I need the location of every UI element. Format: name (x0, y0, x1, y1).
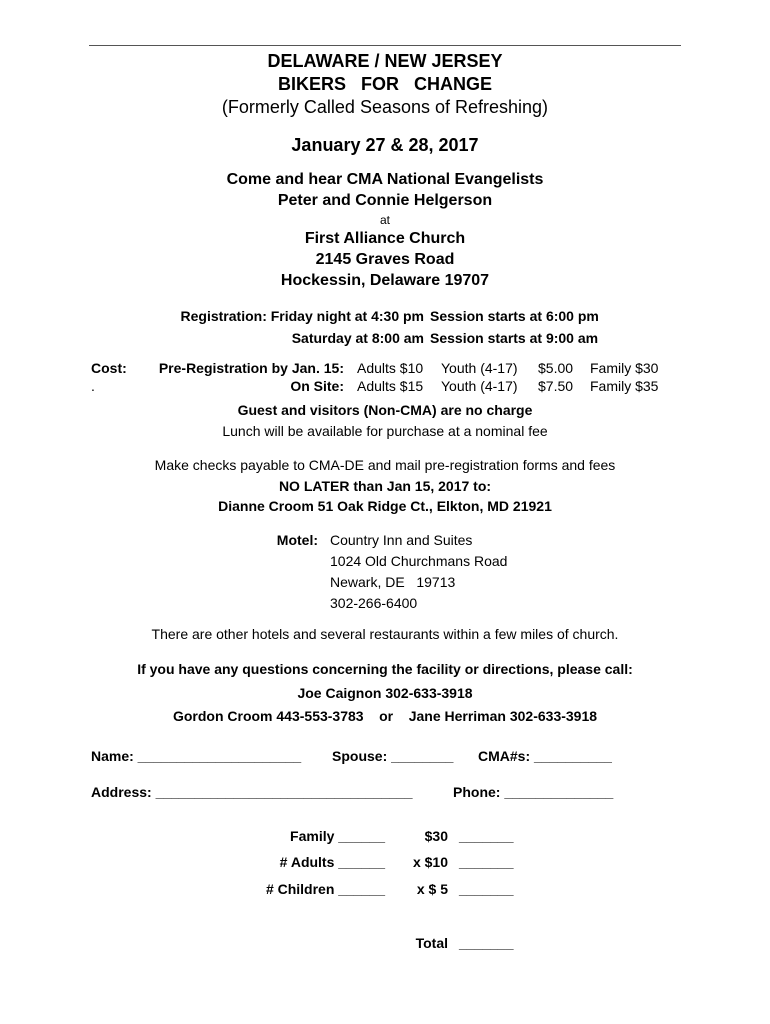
prereg-youth-price: $5.00 (538, 360, 574, 376)
onsite-label: On Site: (290, 378, 344, 394)
motel-street: 1024 Old Churchmans Road (330, 553, 508, 569)
venue-street: 2145 Graves Road (315, 251, 455, 268)
children-amount-field[interactable]: _______ (459, 881, 514, 897)
title-line-2: BIKERS FOR CHANGE (277, 74, 492, 94)
deadline-note: NO LATER than Jan 15, 2017 to: (278, 478, 492, 494)
mailing-address: Dianne Croom 51 Oak Ridge Ct., Elkton, MD 21921 (218, 498, 552, 514)
registration-time: Registration: Friday night at 4:30 pm (180, 308, 424, 324)
cost-label: Cost: (91, 360, 127, 376)
top-rule (89, 45, 681, 46)
at-label: at (379, 213, 390, 227)
saturday-session-time: Session starts at 9:00 am (430, 330, 599, 346)
adults-amount-field[interactable]: _______ (459, 854, 514, 870)
adults-count-field[interactable]: # Adults ______ (279, 854, 385, 870)
contact-line-2: Gordon Croom 443-553-3783 or Jane Herriman 302-633-3918 (172, 708, 598, 724)
spouse-field[interactable]: Spouse: ________ (332, 748, 454, 764)
venue-city: Hockessin, Delaware 19707 (280, 272, 490, 289)
cost-dot: . (91, 378, 95, 394)
speakers-names: Peter and Connie Helgerson (277, 192, 493, 209)
children-count-field[interactable]: # Children ______ (265, 881, 385, 897)
address-field[interactable]: Address: _________________________________ (91, 784, 413, 800)
motel-name: Country Inn and Suites (330, 532, 473, 548)
saturday-time: Saturday at 8:00 am (291, 330, 424, 346)
family-amount-field[interactable]: _______ (459, 828, 514, 844)
contacts-intro: If you have any questions concerning the facility or directions, please call: (137, 661, 633, 677)
prereg-family-price: Family $30 (590, 360, 659, 376)
friday-session-time: Session starts at 6:00 pm (430, 308, 599, 324)
motel-phone: 302-266-6400 (330, 595, 418, 611)
speakers-intro: Come and hear CMA National Evangelists (226, 171, 544, 188)
cma-number-field[interactable]: CMA#s: __________ (478, 748, 612, 764)
adults-price: x $10 (412, 854, 448, 870)
contact-line-1: Joe Caignon 302-633-3918 (297, 685, 473, 701)
family-price: $30 (424, 828, 448, 844)
prereg-adults-price: Adults $10 (357, 360, 424, 376)
lunch-note: Lunch will be available for purchase at a nominal fee (222, 423, 548, 439)
onsite-youth-label: Youth (4-17) (441, 378, 518, 394)
children-price: x $ 5 (416, 881, 448, 897)
onsite-family-price: Family $35 (590, 378, 659, 394)
event-date: January 27 & 28, 2017 (291, 135, 479, 155)
motel-city: Newark, DE 19713 (330, 574, 456, 590)
guests-note: Guest and visitors (Non-CMA) are no charge (237, 402, 533, 418)
hotels-note: There are other hotels and several restaurants within a few miles of church. (151, 626, 619, 642)
checks-payable-note: Make checks payable to CMA-DE and mail pre-registration forms and fees (154, 457, 616, 473)
subtitle: (Formerly Called Seasons of Refreshing) (221, 97, 549, 117)
title-line-1: DELAWARE / NEW JERSEY (267, 51, 503, 71)
onsite-adults-price: Adults $15 (357, 378, 424, 394)
total-label: Total (415, 935, 448, 951)
prereg-youth-label: Youth (4-17) (441, 360, 518, 376)
phone-field[interactable]: Phone: ______________ (453, 784, 614, 800)
onsite-youth-price: $7.50 (538, 378, 574, 394)
total-amount-field[interactable]: _______ (459, 935, 514, 951)
name-field[interactable]: Name: _____________________ (91, 748, 302, 764)
venue-name: First Alliance Church (304, 230, 466, 247)
preregistration-label: Pre-Registration by Jan. 15: (158, 360, 344, 376)
family-count-field[interactable]: Family ______ (290, 828, 385, 844)
motel-label: Motel: (276, 532, 318, 548)
